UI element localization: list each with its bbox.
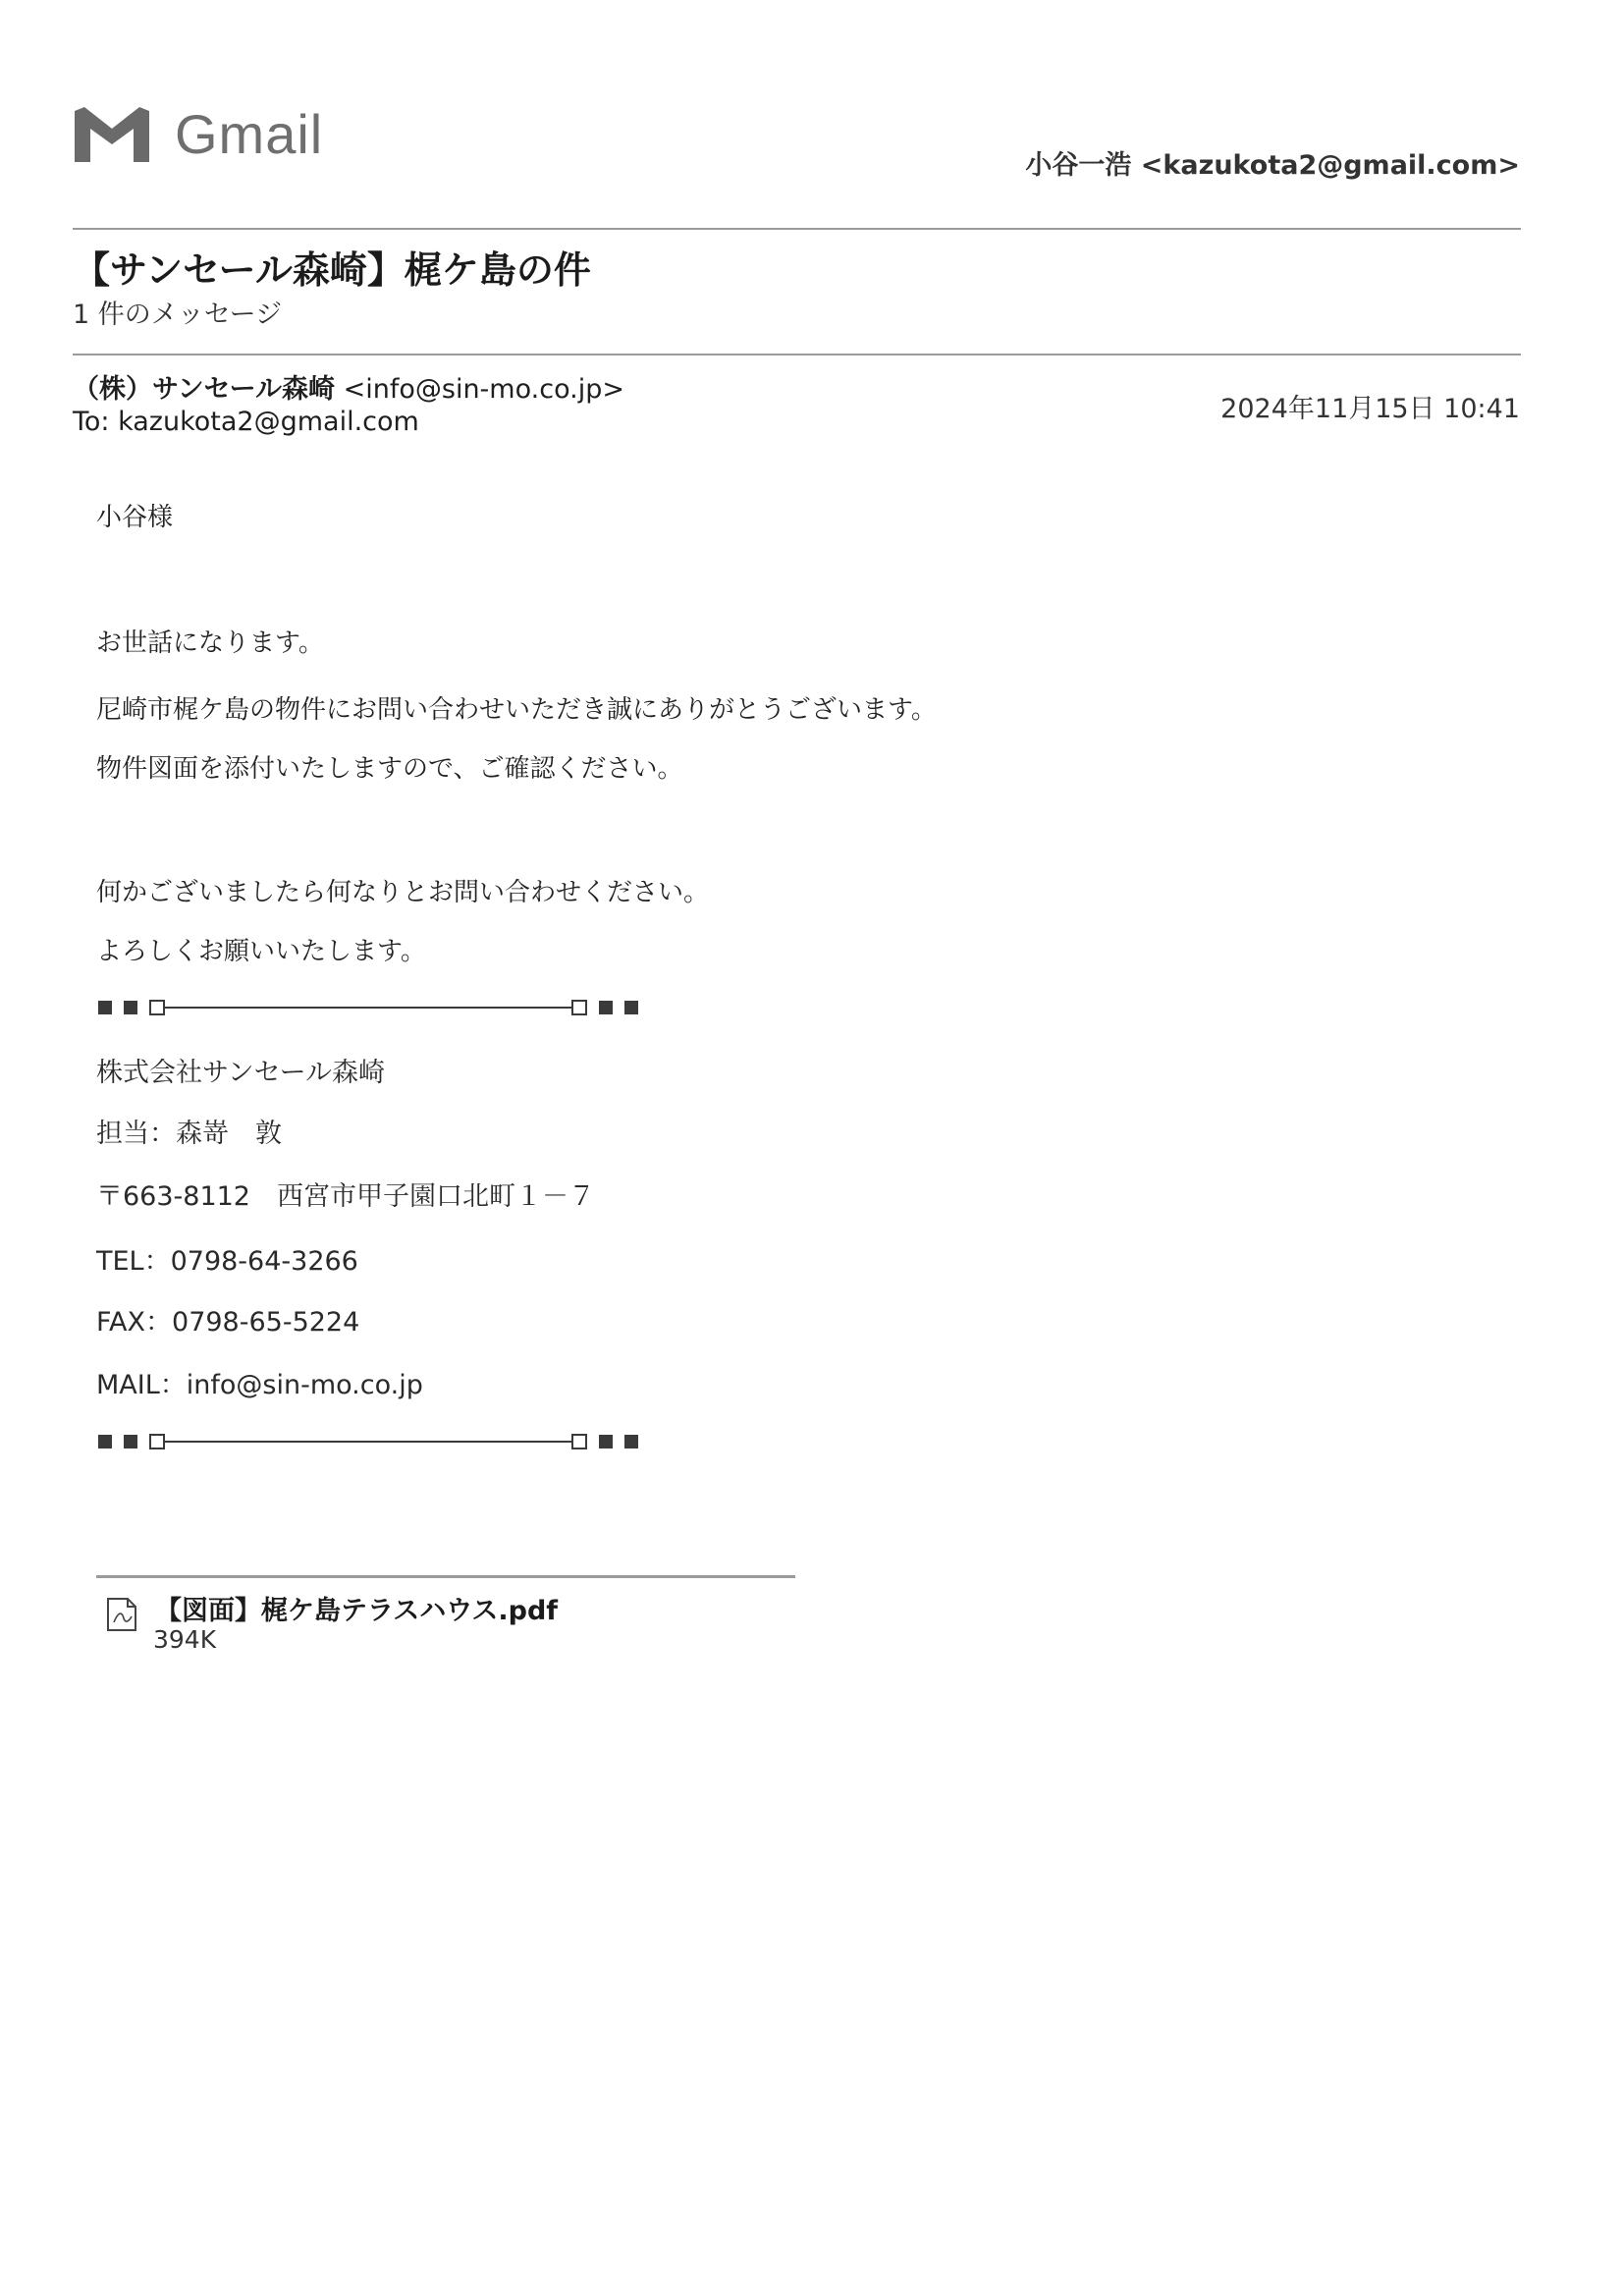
separator-square-icon [98,1435,112,1449]
separator-square-icon [624,1001,638,1014]
gmail-logo [71,102,323,166]
attachment-name[interactable]: 【図面】梶ケ島テラスハウス.pdf [155,1596,559,1626]
attachment-divider [96,1575,795,1578]
signature-contact: 担当：森嵜 敦 [96,1119,282,1149]
signature-address: 〒663-8112 西宮市甲子園口北町１－７ [96,1181,595,1212]
separator-line [165,1007,571,1009]
signature-tel: TEL：0798-64-3266 [96,1246,358,1277]
signature-separator [98,1434,638,1449]
body-greeting: お世話になります。 [96,629,324,658]
signature-company: 株式会社サンセール森崎 [96,1058,386,1088]
separator-square-outline-icon [149,1000,165,1015]
separator-square-icon [124,1435,137,1449]
separator-square-icon [624,1435,638,1449]
separator-square-icon [124,1001,137,1014]
signature-separator [98,1000,638,1015]
message-date: 2024年11月15日 10:41 [1220,394,1520,424]
separator-square-outline-icon [149,1434,165,1449]
gmail-wordmark: Gmail [175,103,324,165]
separator-square-icon [599,1435,613,1449]
pdf-file-icon[interactable] [104,1597,139,1636]
message-recipient: To: kazukota2@gmail.com [73,407,419,437]
separator-square-icon [98,1001,112,1014]
body-line: 尼崎市梶ケ島の物件にお問い合わせいただき誠にありがとうございます。 [96,695,937,725]
gmail-m-icon [71,103,153,166]
signature-fax: FAX：0798-65-5224 [96,1307,360,1338]
thread-divider [73,354,1521,355]
header-divider [73,228,1521,230]
sender-name: （株）サンセール森崎 [73,374,336,405]
separator-line [165,1441,571,1443]
body-line: 物件図面を添付いたしますので、ご確認ください。 [96,754,683,784]
sender-email: <info@sin-mo.co.jp> [335,374,624,405]
body-closing: よろしくお願いいたします。 [96,937,426,966]
body-salutation: 小谷様 [96,503,174,532]
message-count: 1 件のメッセージ [73,300,283,330]
thread-subject: 【サンセール森崎】梶ケ島の件 [73,248,591,292]
message-sender [73,367,624,406]
separator-square-outline-icon [571,1000,587,1015]
separator-square-outline-icon [571,1434,587,1449]
body-line: 何かございましたら何なりとお問い合わせください。 [96,878,710,907]
attachment-size: 394K [153,1625,217,1654]
separator-square-icon [599,1001,613,1014]
account-owner: 小谷一浩 <kazukota2@gmail.com> [1025,150,1520,181]
signature-mail: MAIL：info@sin-mo.co.jp [96,1370,423,1400]
